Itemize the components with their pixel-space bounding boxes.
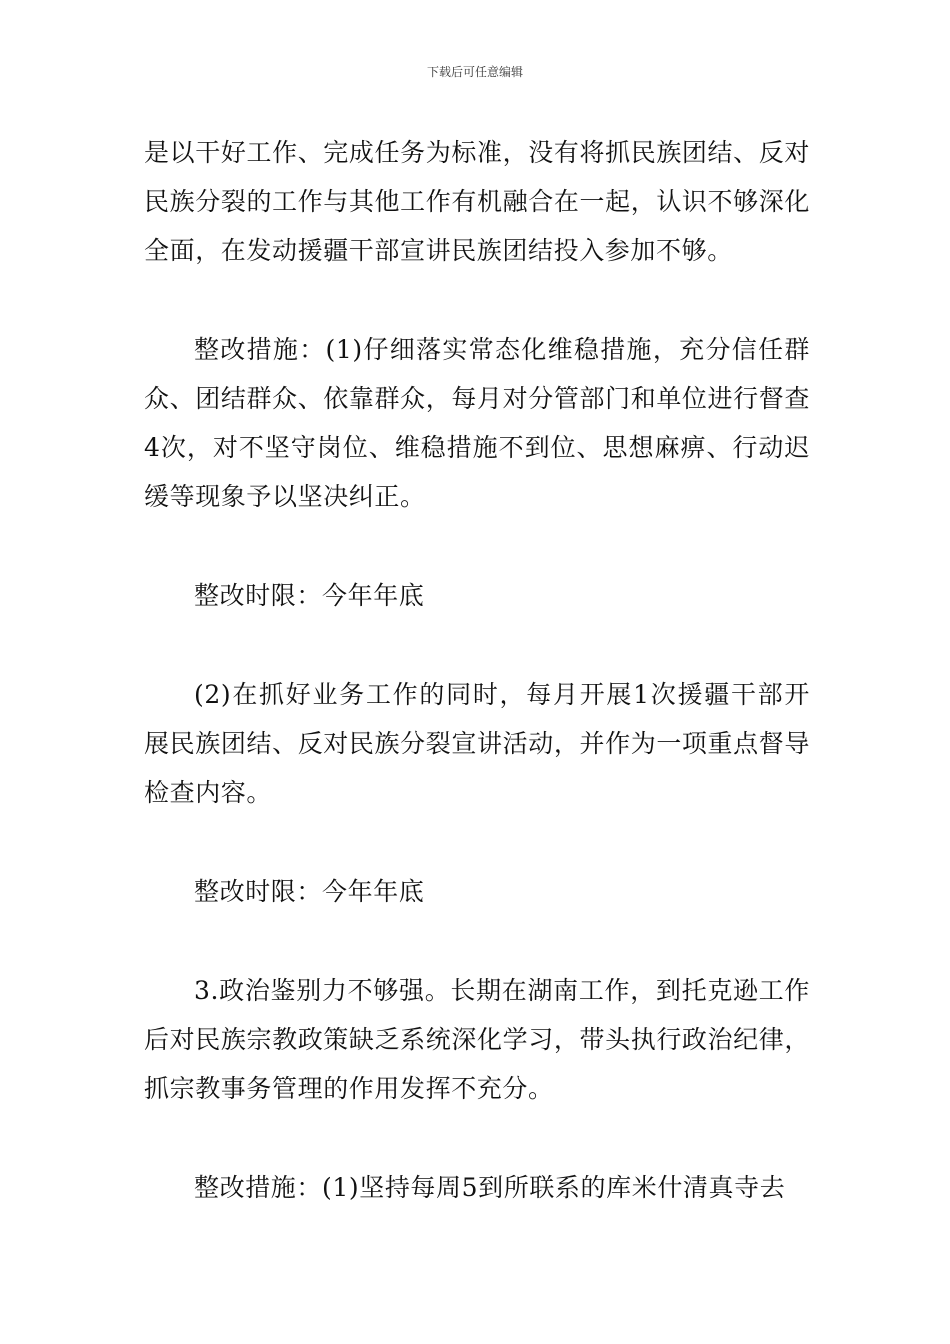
paragraph-gap	[144, 1113, 810, 1163]
paragraph-gap	[144, 620, 810, 670]
paragraph-issue-3: 3.政治鉴别力不够强。长期在湖南工作，到托克逊工作后对民族宗教政策缺乏系统深化学习，带头执行政治纪律，抓宗教事务管理的作用发挥不充分。	[144, 976, 810, 1103]
paragraph-gap	[144, 817, 810, 867]
paragraph-deadline-2: 整改时限：今年年底	[194, 877, 425, 906]
paragraph-measures-2: (2)在抓好业务工作的同时，每月开展1次援疆干部开展民族团结、反对民族分裂宣讲活动，并作为一项重点督导检查内容。	[144, 680, 810, 807]
paragraph-measures-1: 整改措施：(1)仔细落实常态化维稳措施，充分信任群众、团结群众、依靠群众，每月对分管部门和单位进行督查4次，对不坚守岗位、维稳措施不到位、思想麻痹、行动迟缓等现象予以坚决纠正。	[144, 335, 810, 511]
paragraph-gap	[144, 916, 810, 966]
paragraph-gap	[144, 275, 810, 325]
paragraph-gap	[144, 521, 810, 571]
paragraph-deadline-1: 整改时限：今年年底	[194, 581, 425, 610]
document-body	[144, 128, 810, 1212]
page-header: 下载后可任意编辑	[426, 65, 523, 79]
paragraph-measures-3: 整改措施：(1)坚持每周5到所联系的库米什清真寺去	[194, 1173, 786, 1202]
paragraph-continued: 是以干好工作、完成任务为标准，没有将抓民族团结、反对民族分裂的工作与其他工作有机融合在一起，认识不够深化全面，在发动援疆干部宣讲民族团结投入参加不够。	[144, 138, 810, 265]
